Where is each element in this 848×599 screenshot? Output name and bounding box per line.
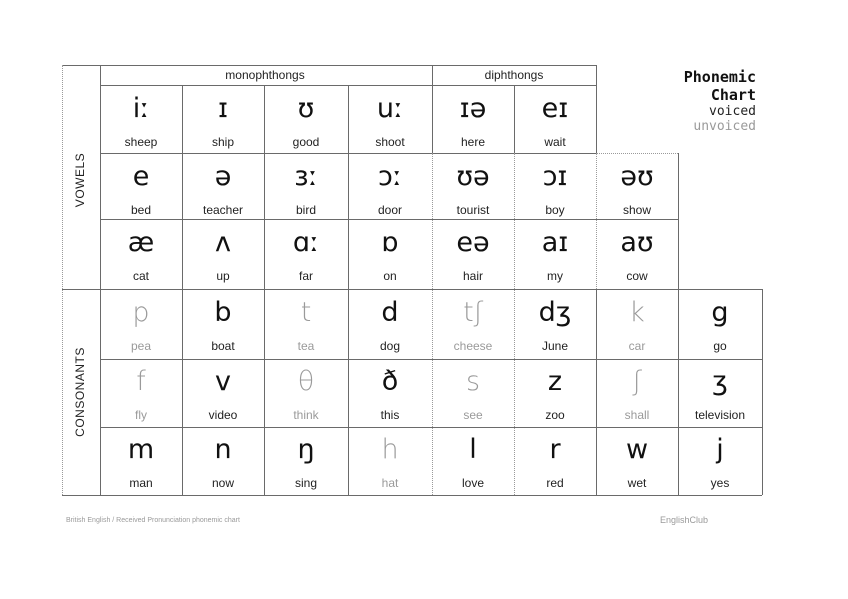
example-word: boy [545, 203, 565, 217]
phoneme-cell [182, 221, 264, 287]
example-word: go [713, 339, 727, 353]
example-word: yes [710, 476, 730, 490]
example-word: hat [381, 476, 399, 490]
phoneme-symbol: iː [132, 93, 150, 124]
phoneme-cell [432, 87, 514, 153]
phoneme-cell [100, 87, 182, 153]
example-word: pea [130, 339, 152, 353]
example-word: hair [462, 269, 483, 283]
phoneme-symbol: s [465, 366, 481, 397]
phoneme-cell [514, 87, 596, 153]
consonants-side-label: CONSONANTS [73, 347, 87, 437]
phoneme-cell [349, 155, 431, 221]
example-word: ship [211, 135, 234, 149]
phoneme-symbol: w [625, 434, 649, 465]
phoneme-cell-unvoiced [100, 291, 182, 357]
diphthongs-header: diphthongs [484, 68, 544, 82]
phoneme-symbol: ð [381, 366, 399, 397]
phoneme-cell [349, 221, 431, 287]
example-word: man [129, 476, 153, 490]
phoneme-symbol: ɜː [294, 161, 318, 192]
phoneme-cell [100, 221, 182, 287]
phoneme-cell [514, 428, 596, 494]
title-line1: Phonemic [683, 68, 756, 86]
phoneme-symbol: v [215, 366, 231, 397]
phoneme-cell-unvoiced [265, 360, 347, 426]
phoneme-cell [100, 428, 182, 494]
example-word: zoo [545, 408, 565, 422]
phoneme-cell [514, 221, 596, 287]
phoneme-symbol: ɪə [459, 93, 487, 124]
example-word: on [383, 269, 397, 283]
phoneme-cell [679, 291, 761, 357]
phoneme-cell [596, 155, 678, 221]
example-word: show [622, 203, 651, 217]
phoneme-symbol: eɪ [541, 93, 569, 124]
phoneme-symbol: eə [456, 227, 490, 258]
example-word: shall [624, 408, 650, 422]
phoneme-symbol: p [132, 297, 150, 328]
phoneme-symbol: aɪ [541, 227, 569, 258]
phoneme-cell [265, 221, 347, 287]
example-word: wait [544, 135, 566, 149]
phoneme-cell [514, 291, 596, 357]
phoneme-symbol: z [547, 366, 563, 397]
example-word: now [211, 476, 234, 490]
example-word: cat [132, 269, 149, 283]
example-word: June [541, 339, 569, 353]
vowels-side-label: VOWELS [73, 152, 87, 208]
legend-voiced: voiced [709, 104, 756, 119]
phoneme-symbol: ə [214, 161, 232, 192]
vowel-right-border [678, 153, 679, 289]
example-word: bed [130, 203, 152, 217]
phoneme-cell-unvoiced [596, 291, 678, 357]
example-word: door [377, 203, 403, 217]
example-word: my [547, 269, 563, 283]
phoneme-symbol: e [132, 161, 150, 192]
phoneme-cell [349, 87, 431, 153]
example-word: cheese [453, 339, 493, 353]
example-word: bird [295, 203, 316, 217]
vowel-consonant-divider [62, 289, 762, 290]
title-line2: Chart [710, 86, 756, 104]
phoneme-symbol: ʃ [632, 366, 642, 397]
phoneme-symbol: j [716, 434, 724, 465]
example-word: sheep [124, 135, 158, 149]
example-word: red [546, 476, 564, 490]
phoneme-symbol: r [549, 434, 561, 465]
phoneme-cell [349, 360, 431, 426]
phoneme-cell [100, 155, 182, 221]
phoneme-symbol: uː [376, 93, 404, 124]
phoneme-symbol: t [300, 297, 312, 328]
phoneme-cell [432, 155, 514, 221]
phoneme-cell [514, 155, 596, 221]
example-word: see [463, 408, 483, 422]
phoneme-symbol: ʒ [712, 366, 728, 397]
phoneme-cell [596, 221, 678, 287]
phoneme-symbol: ʊ [297, 93, 315, 124]
example-word: tea [297, 339, 315, 353]
phoneme-symbol: ɑː [292, 227, 320, 258]
top-border [62, 65, 596, 66]
phoneme-symbol: n [214, 434, 232, 465]
phoneme-symbol: b [214, 297, 232, 328]
phoneme-cell [349, 291, 431, 357]
phoneme-symbol: d [381, 297, 399, 328]
example-word: boat [211, 339, 235, 353]
phoneme-cell-unvoiced [432, 291, 514, 357]
example-word: here [460, 135, 486, 149]
phoneme-symbol: f [136, 366, 146, 397]
phoneme-symbol: ŋ [297, 434, 315, 465]
legend-unvoiced: unvoiced [693, 119, 756, 134]
example-word: love [461, 476, 484, 490]
phoneme-cell [679, 428, 761, 494]
phoneme-cell-unvoiced [596, 360, 678, 426]
phoneme-cell [679, 360, 761, 426]
phoneme-symbol: aʊ [620, 227, 654, 258]
example-word: video [208, 408, 238, 422]
phoneme-cell-unvoiced [432, 360, 514, 426]
example-word: think [293, 408, 319, 422]
phoneme-cell [514, 360, 596, 426]
phoneme-cell [182, 87, 264, 153]
phoneme-cell [596, 428, 678, 494]
example-word: up [216, 269, 230, 283]
phoneme-symbol: æ [127, 227, 155, 258]
diph-right-border [596, 65, 597, 153]
example-word: wet [627, 476, 647, 490]
footer-brand: EnglishClub [660, 515, 709, 525]
phoneme-symbol: dʒ [538, 297, 572, 328]
example-word: this [380, 408, 400, 422]
example-word: sing [294, 476, 317, 490]
example-word: tourist [456, 203, 490, 217]
example-word: teacher [202, 203, 244, 217]
phoneme-symbol: əʊ [620, 161, 654, 192]
phoneme-cell [182, 428, 264, 494]
phoneme-cell [265, 155, 347, 221]
phoneme-symbol: θ [297, 366, 315, 397]
phoneme-cell [432, 221, 514, 287]
footer-note: British English / Received Pronunciation phonemic chart [66, 517, 240, 524]
phoneme-cell [265, 87, 347, 153]
phoneme-cell [182, 360, 264, 426]
phoneme-cell [432, 428, 514, 494]
chart-title [684, 68, 756, 134]
phoneme-symbol: k [629, 297, 645, 328]
monophthongs-header: monophthongs [225, 68, 305, 82]
phoneme-cell [182, 155, 264, 221]
phoneme-cell-unvoiced [265, 291, 347, 357]
example-word: television [694, 408, 746, 422]
phoneme-symbol: ɒ [381, 227, 399, 258]
consonant-right-border [762, 289, 763, 495]
example-word: car [628, 339, 646, 353]
phoneme-symbol: m [127, 434, 155, 465]
phoneme-symbol: ɔɪ [542, 161, 568, 192]
phoneme-symbol: g [711, 297, 729, 328]
example-word: fly [135, 408, 147, 422]
example-word: shoot [375, 135, 405, 149]
phoneme-symbol: l [469, 434, 477, 465]
example-word: good [292, 135, 320, 149]
phoneme-symbol: ɔː [378, 161, 402, 192]
phoneme-symbol: tʃ [463, 297, 483, 328]
phoneme-symbol: h [381, 434, 399, 465]
example-word: dog [379, 339, 401, 353]
example-word: far [298, 269, 313, 283]
phoneme-cell-unvoiced [349, 428, 431, 494]
phoneme-symbol: ʌ [215, 227, 231, 258]
phoneme-symbol: ʊə [456, 161, 490, 192]
phoneme-symbol: ɪ [217, 93, 229, 124]
bottom-border [62, 495, 762, 496]
phoneme-cell [265, 428, 347, 494]
phoneme-cell-unvoiced [100, 360, 182, 426]
phoneme-cell [182, 291, 264, 357]
example-word: cow [626, 269, 648, 283]
